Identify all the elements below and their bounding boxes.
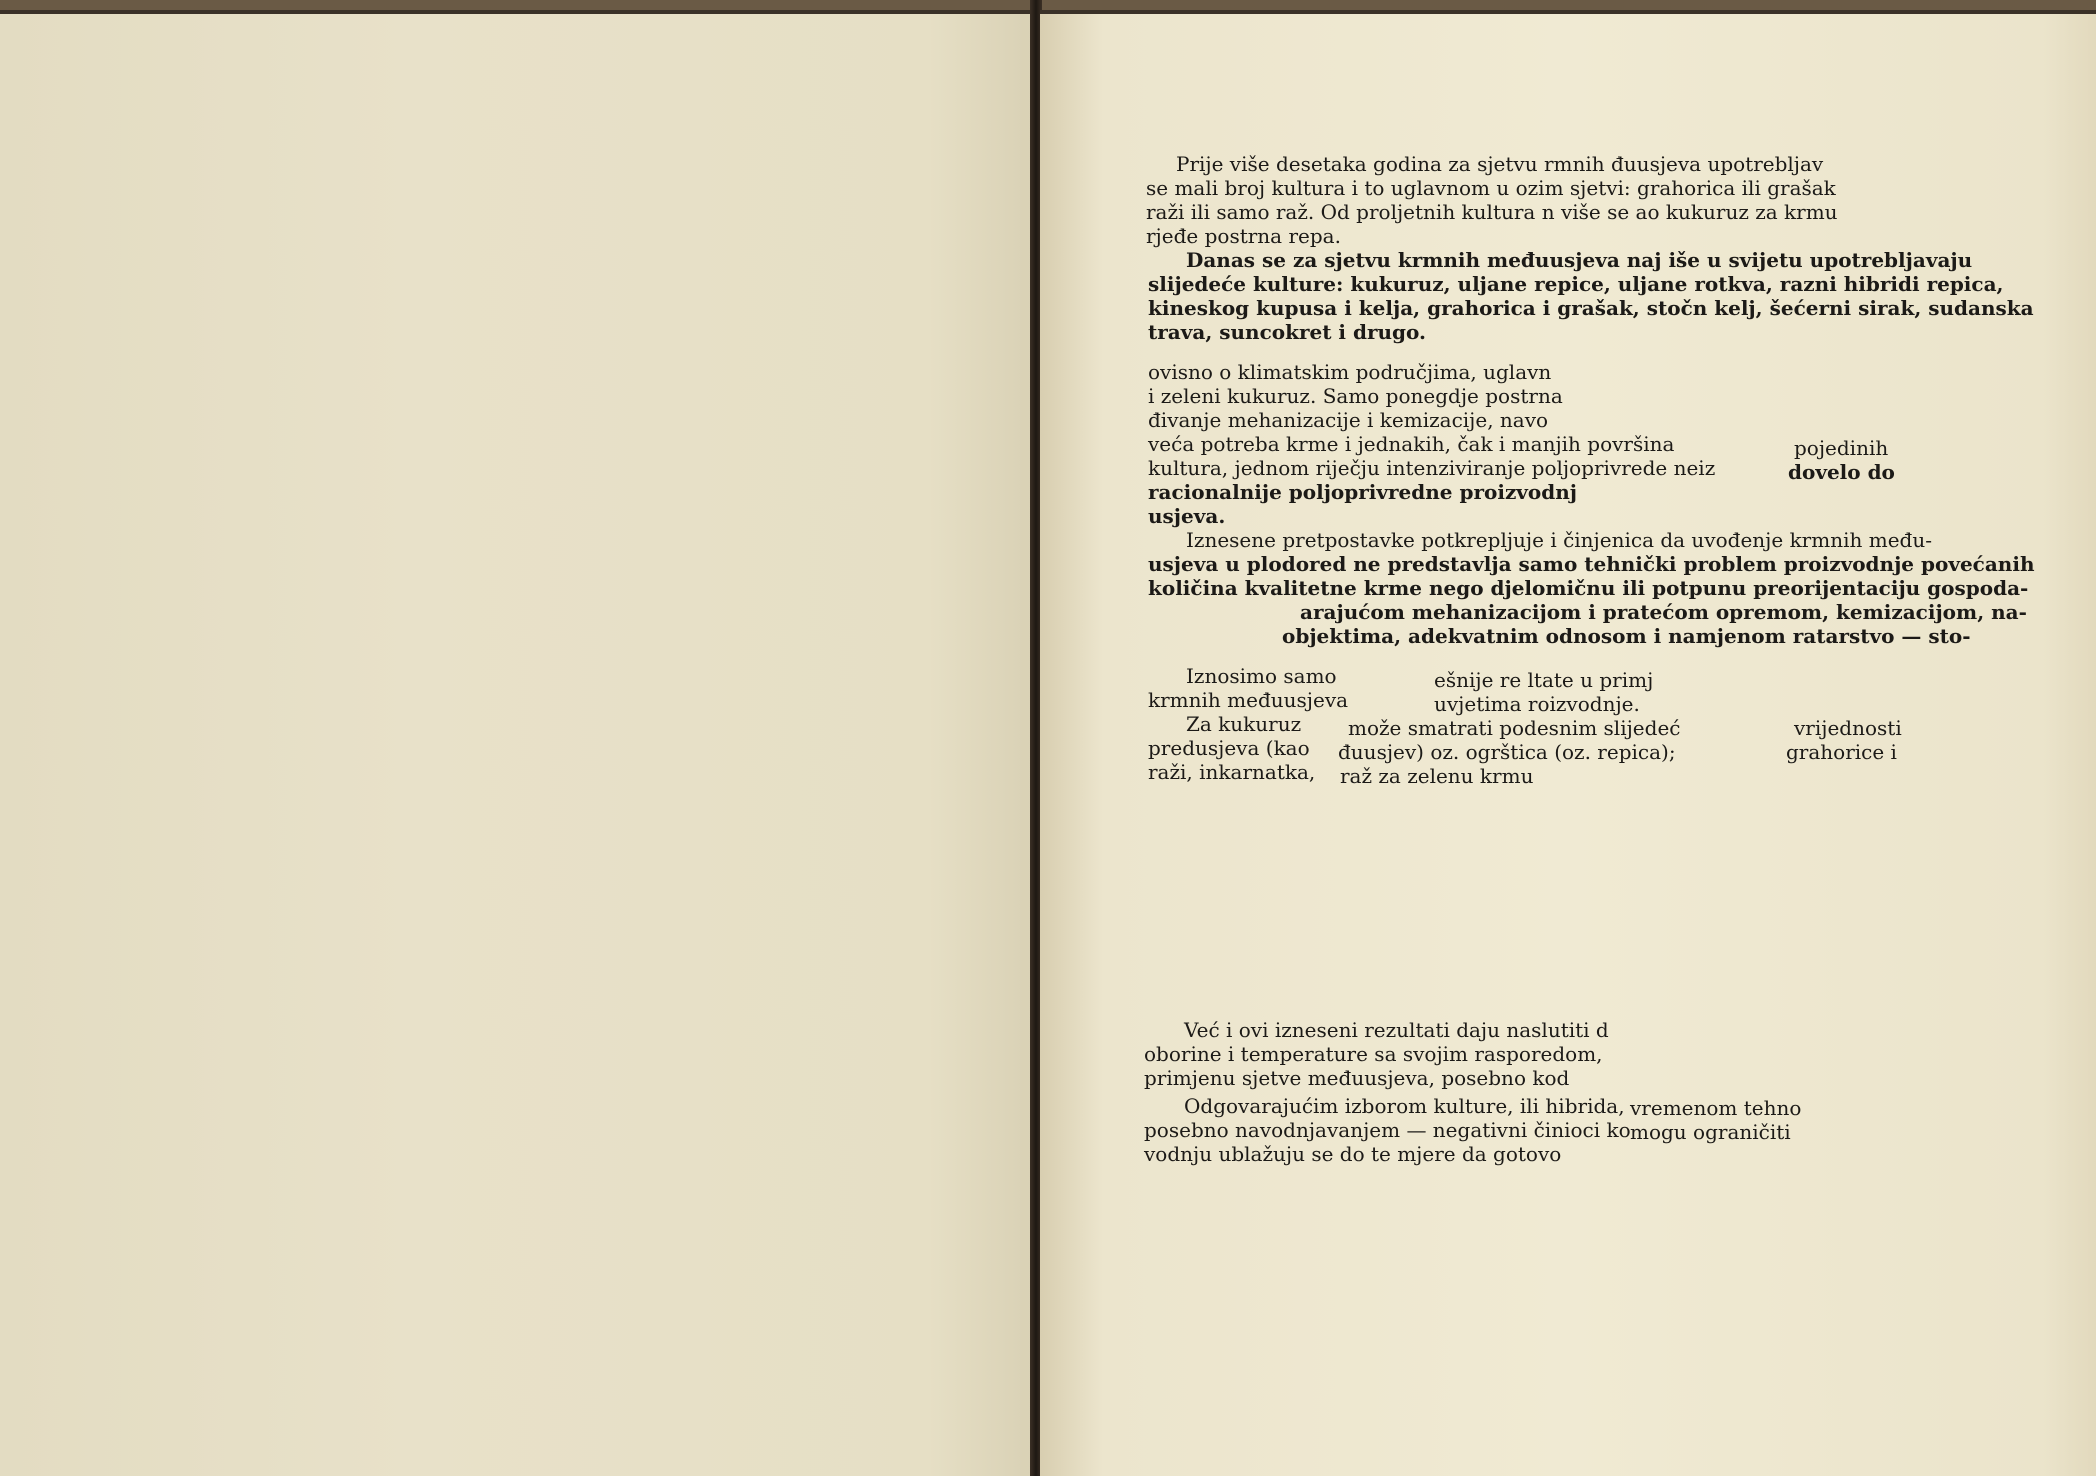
- text-line: usjeva.: [1148, 504, 1226, 528]
- text-line: Danas se za sjetvu krmnih međuusjeva naj iše u svijetu upotrebljavaju: [1186, 248, 1973, 272]
- text-line: raži, inkarnatka,: [1148, 760, 1316, 784]
- text-line: uvjetima roizvodnje.: [1434, 692, 1640, 716]
- text-line: vrijednosti: [1794, 716, 1902, 740]
- text-line: može smatrati podesnim slijedeć: [1348, 716, 1681, 740]
- text-line: predusjeva (kao: [1148, 736, 1310, 760]
- text-line: ovisno o klimatskim područjima, uglavn: [1148, 360, 1552, 384]
- text-line: kineskog kupusa i kelja, grahorica i grašak, stočn kelj, šećerni sirak, sudanska: [1148, 296, 2034, 320]
- text-line: Iznesene pretpostavke potkrepljuje i činjenica da uvođenje krmnih među-: [1186, 528, 1932, 552]
- text-line: primjenu sjetve međuusjeva, posebno kod: [1144, 1066, 1570, 1090]
- text-line: Za kukuruz: [1186, 712, 1302, 736]
- text-line: raži ili samo raž. Od proljetnih kultura n više se ao kukuruz za krmu: [1146, 200, 1838, 224]
- text-line: đivanje mehanizacije i kemizacije, navo: [1148, 408, 1549, 432]
- text-line: količina kvalitetne krme nego djelomičnu ili potpunu preorijentaciju gospoda-: [1148, 576, 2029, 600]
- text-line: objektima, adekvatnim odnosom i namjenom ratarstvo — sto-: [1282, 624, 1971, 648]
- text-line: vodnju ublažuju se do te mjere da gotovo: [1144, 1142, 1562, 1166]
- text-line: racionalnije poljoprivredne proizvodnj: [1148, 480, 1578, 504]
- text-line: dovelo do: [1788, 460, 1895, 484]
- text-line: trava, suncokret i drugo.: [1148, 320, 1426, 344]
- text-line: krmnih međuusjeva: [1148, 688, 1349, 712]
- text-line: se mali broj kultura i to uglavnom u ozim sjetvi: grahorica ili grašak: [1146, 176, 1836, 200]
- text-line: kultura, jednom riječju intenziviranje poljoprivrede neiz: [1148, 456, 1716, 480]
- text-line: Već i ovi izneseni rezultati daju naslutiti d: [1184, 1018, 1609, 1042]
- text-line: arajućom mehanizacijom i pratećom opremom, kemizacijom, na-: [1300, 600, 2027, 624]
- left-page: [0, 10, 1032, 1476]
- text-line: pojedinih: [1794, 436, 1889, 460]
- text-line: slijedeće kulture: kukuruz, uljane repice, uljane rotkva, razni hibridi repica,: [1148, 272, 2004, 296]
- text-line: ešnije re ltate u primj: [1434, 668, 1654, 692]
- text-line: Prije više desetaka godina za sjetvu rmnih đuusjeva upotrebljav: [1176, 152, 1824, 176]
- text-line: Iznosimo samo: [1186, 664, 1337, 688]
- text-line: vremenom tehno: [1630, 1096, 1802, 1120]
- text-line: mogu ograničiti: [1630, 1120, 1791, 1144]
- text-line: i zeleni kukuruz. Samo ponegdje postrna: [1148, 384, 1563, 408]
- text-line: grahorice i: [1786, 740, 1897, 764]
- text-line: đuusjev) oz. ogrštica (oz. repica);: [1338, 740, 1676, 764]
- text-line: oborine i temperature sa svojim rasporedom,: [1144, 1042, 1603, 1066]
- text-line: Odgovarajućim izborom kulture, ili hibrida,: [1184, 1094, 1625, 1118]
- text-line: raž za zelenu krmu: [1340, 764, 1534, 788]
- text-line: rjeđe postrna repa.: [1146, 224, 1341, 248]
- text-line: usjeva u plodored ne predstavlja samo tehnički problem proizvodnje povećanih: [1148, 552, 2035, 576]
- text-line: posebno navodnjavanjem — negativni činioci ko: [1144, 1118, 1631, 1142]
- text-line: veća potreba krme i jednakih, čak i manjih površina: [1148, 432, 1675, 456]
